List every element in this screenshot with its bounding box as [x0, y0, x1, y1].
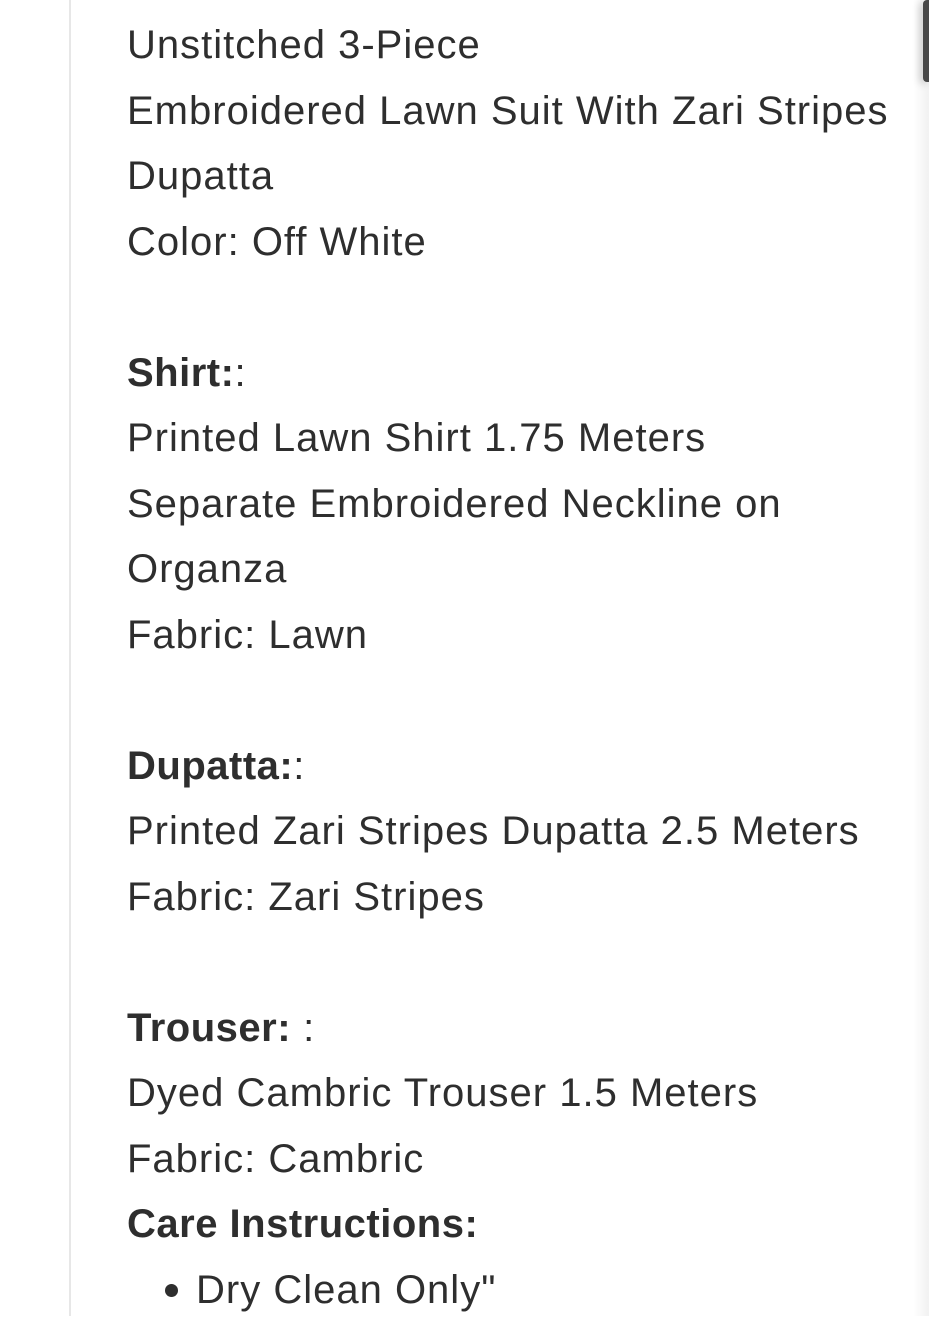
bullet-dot-icon [165, 1284, 178, 1297]
description-line: Fabric: Zari Stripes [127, 865, 927, 931]
description-line: Dyed Cambric Trouser 1.5 Meters [127, 1061, 927, 1127]
section-heading-rest-text: : [293, 744, 305, 788]
bullet-item [127, 1258, 927, 1323]
scrollbar-thumb[interactable] [923, 0, 929, 82]
description-line: Fabric: Cambric [127, 1127, 927, 1193]
description-line: Dupatta [127, 144, 927, 210]
description-line: Separate Embroidered Neckline on [127, 472, 927, 538]
description-paragraph [127, 13, 927, 275]
section-heading-bold-text: Trouser: [127, 1006, 291, 1050]
section-heading [127, 341, 927, 407]
section-heading-bold-text: Dupatta: [127, 744, 293, 788]
description-line: Color: Off White [127, 210, 927, 276]
section-heading [127, 1192, 927, 1258]
description-paragraph [127, 341, 927, 669]
section-heading-bold-text: Shirt: [127, 351, 234, 395]
section-heading [127, 734, 927, 800]
product-description [127, 13, 927, 1323]
section-heading-bold-text: Care Instructions: [127, 1202, 478, 1246]
description-line: Printed Lawn Shirt 1.75 Meters [127, 406, 927, 472]
description-line: Printed Zari Stripes Dupatta 2.5 Meters [127, 799, 927, 865]
section-heading-rest-text: : [291, 1006, 315, 1050]
description-line: Fabric: Lawn [127, 603, 927, 669]
left-panel-divider [69, 0, 71, 1316]
section-heading [127, 996, 927, 1062]
description-line: Organza [127, 537, 927, 603]
description-line: Embroidered Lawn Suit With Zari Stripes [127, 79, 927, 145]
bullet-item-text: Dry Clean Only" [196, 1258, 496, 1323]
section-heading-rest-text: : [234, 351, 246, 395]
description-line: Unstitched 3-Piece [127, 13, 927, 79]
description-paragraph [127, 996, 927, 1323]
description-paragraph [127, 734, 927, 931]
